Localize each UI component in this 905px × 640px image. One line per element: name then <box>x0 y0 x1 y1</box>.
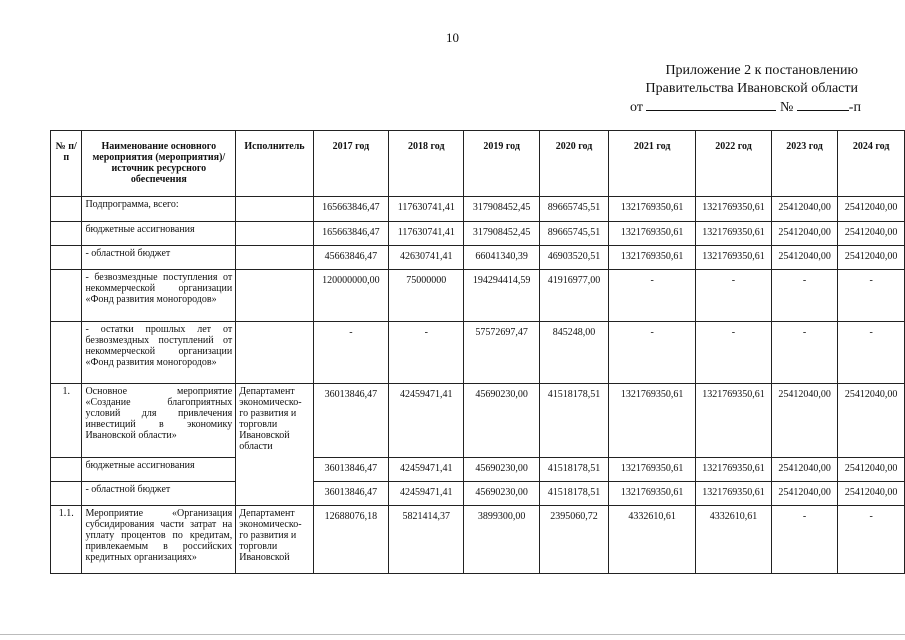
row-index: 1. <box>51 384 82 458</box>
cell-value: - <box>696 322 772 384</box>
order-line <box>560 98 861 117</box>
header-year: 2018 год <box>389 131 464 197</box>
cell-num <box>51 222 82 246</box>
page-number: 10 <box>446 30 459 45</box>
cell-value: 117630741,41 <box>389 197 464 222</box>
row-name: - безвозмездные поступления от некоммерческой организации «Фонд развития моногородов» <box>82 270 236 322</box>
header-num: № п/п <box>51 131 82 197</box>
cell-value: 25412040,00 <box>771 458 838 482</box>
cell-num <box>51 482 82 506</box>
row-name: - остатки прошлых лет от безвозмездных поступлений от некоммерческой организации «Фонд развития моногородов» <box>82 322 236 384</box>
cell-value: 845248,00 <box>539 322 608 384</box>
row-name: Основное мероприятие «Создание благоприятных условий для привлечения инвестиций в экономику Ивановской области» <box>82 384 236 458</box>
cell-num <box>51 246 82 270</box>
cell-num <box>51 197 82 222</box>
page-bottom-edge <box>0 634 905 635</box>
cell-value: 45663846,47 <box>313 246 388 270</box>
cell-value: - <box>609 322 696 384</box>
header-year: 2021 год <box>609 131 696 197</box>
header-year: 2017 год <box>313 131 388 197</box>
cell-executor <box>236 322 314 384</box>
cell-value: 120000000,00 <box>313 270 388 322</box>
cell-value: 5821414,37 <box>389 506 464 574</box>
cell-value: 1321769350,61 <box>609 384 696 458</box>
cell-value: 36013846,47 <box>313 482 388 506</box>
cell-value: 25412040,00 <box>838 222 905 246</box>
cell-executor <box>236 222 314 246</box>
cell-value: 25412040,00 <box>838 246 905 270</box>
cell-value: - <box>771 322 838 384</box>
table-row <box>51 458 905 482</box>
table-row <box>51 270 905 322</box>
cell-value: - <box>771 270 838 322</box>
cell-value: 25412040,00 <box>771 246 838 270</box>
cell-value: - <box>838 506 905 574</box>
cell-value: 3899300,00 <box>464 506 539 574</box>
cell-value: 45690230,00 <box>464 384 539 458</box>
cell-value: 42459471,41 <box>389 458 464 482</box>
cell-value: 12688076,18 <box>313 506 388 574</box>
cell-value: 42459471,41 <box>389 384 464 458</box>
cell-executor <box>236 197 314 222</box>
cell-value: 1321769350,61 <box>696 222 772 246</box>
cell-value: 1321769350,61 <box>696 384 772 458</box>
budget-table <box>50 130 905 574</box>
cell-value: 25412040,00 <box>771 222 838 246</box>
cell-value: 25412040,00 <box>771 384 838 458</box>
cell-value: 66041340,39 <box>464 246 539 270</box>
table-row <box>51 322 905 384</box>
row-name: - областной бюджет <box>82 246 236 270</box>
cell-value: - <box>696 270 772 322</box>
cell-executor <box>236 246 314 270</box>
cell-value: 41916977,00 <box>539 270 608 322</box>
appendix-line-2: Правительства Ивановской области <box>645 81 858 96</box>
row-name: Мероприятие «Организация субсидирования части затрат на уплату процентов по кредитам, привлекаемым в российских кредитных организациях» <box>82 506 236 574</box>
cell-value: - <box>838 270 905 322</box>
cell-value: - <box>389 322 464 384</box>
cell-value: 45690230,00 <box>464 458 539 482</box>
cell-value: 36013846,47 <box>313 458 388 482</box>
cell-value: 1321769350,61 <box>609 222 696 246</box>
date-blank <box>646 98 776 111</box>
table-row <box>51 482 905 506</box>
cell-value: 1321769350,61 <box>609 482 696 506</box>
cell-value: 25412040,00 <box>838 384 905 458</box>
cell-executor <box>236 270 314 322</box>
cell-value: 41518178,51 <box>539 384 608 458</box>
cell-value: 1321769350,61 <box>609 197 696 222</box>
cell-value: 2395060,72 <box>539 506 608 574</box>
cell-value: 89665745,51 <box>539 197 608 222</box>
row-name: - областной бюджет <box>82 482 236 506</box>
table-row <box>51 384 905 458</box>
cell-value: 1321769350,61 <box>609 458 696 482</box>
cell-value: 317908452,45 <box>464 197 539 222</box>
header-year: 2022 год <box>696 131 772 197</box>
cell-value: 45690230,00 <box>464 482 539 506</box>
appendix-line-1: Приложение 2 к постановлению <box>665 63 858 78</box>
cell-value: 165663846,47 <box>313 222 388 246</box>
cell-num <box>51 458 82 482</box>
row-name: бюджетные ассигнования <box>82 222 236 246</box>
row-name: Подпрограмма, всего: <box>82 197 236 222</box>
header-name: Наименование основного мероприятия (мероприятия)/источник ресурсного обеспечения <box>82 131 236 197</box>
cell-value: 41518178,51 <box>539 458 608 482</box>
cell-value: 1321769350,61 <box>609 246 696 270</box>
number-label: № <box>779 100 794 115</box>
cell-value: 25412040,00 <box>771 197 838 222</box>
cell-value: 117630741,41 <box>389 222 464 246</box>
number-blank <box>797 98 849 111</box>
header-executor: Исполнитель <box>236 131 314 197</box>
cell-value: 165663846,47 <box>313 197 388 222</box>
row-name: бюджетные ассигнования <box>82 458 236 482</box>
cell-value: 317908452,45 <box>464 222 539 246</box>
cell-value: 25412040,00 <box>838 458 905 482</box>
from-label: от <box>630 100 643 115</box>
cell-value: 4332610,61 <box>696 506 772 574</box>
suffix-label: -п <box>848 100 861 115</box>
cell-value: 1321769350,61 <box>696 246 772 270</box>
cell-value: - <box>771 506 838 574</box>
header-year: 2020 год <box>539 131 608 197</box>
cell-value: 25412040,00 <box>771 482 838 506</box>
cell-value: 75000000 <box>389 270 464 322</box>
cell-value: 41518178,51 <box>539 482 608 506</box>
cell-value: 42630741,41 <box>389 246 464 270</box>
cell-value: 36013846,47 <box>313 384 388 458</box>
cell-num <box>51 322 82 384</box>
cell-value: 194294414,59 <box>464 270 539 322</box>
table-row <box>51 197 905 222</box>
cell-value: 89665745,51 <box>539 222 608 246</box>
cell-value: 1321769350,61 <box>696 482 772 506</box>
header-year: 2019 год <box>464 131 539 197</box>
row-executor: Департамент экономическо-го развития и торговли Ивановской <box>236 506 314 574</box>
table-row <box>51 222 905 246</box>
header-row <box>51 131 905 197</box>
cell-num <box>51 270 82 322</box>
cell-value: - <box>838 322 905 384</box>
header-year: 2023 год <box>771 131 838 197</box>
cell-value: 25412040,00 <box>838 482 905 506</box>
row-index: 1.1. <box>51 506 82 574</box>
cell-value: 1321769350,61 <box>696 197 772 222</box>
cell-value: 46903520,51 <box>539 246 608 270</box>
cell-value: 25412040,00 <box>838 197 905 222</box>
cell-value: 57572697,47 <box>464 322 539 384</box>
cell-value: - <box>313 322 388 384</box>
cell-value: - <box>609 270 696 322</box>
cell-value: 1321769350,61 <box>696 458 772 482</box>
row-executor: Департамент экономическо-го развития и торговли Ивановской области <box>236 384 314 506</box>
header-year: 2024 год <box>838 131 905 197</box>
cell-value: 42459471,41 <box>389 482 464 506</box>
table-row <box>51 506 905 574</box>
appendix-header <box>560 62 861 117</box>
cell-value: 4332610,61 <box>609 506 696 574</box>
table-row <box>51 246 905 270</box>
